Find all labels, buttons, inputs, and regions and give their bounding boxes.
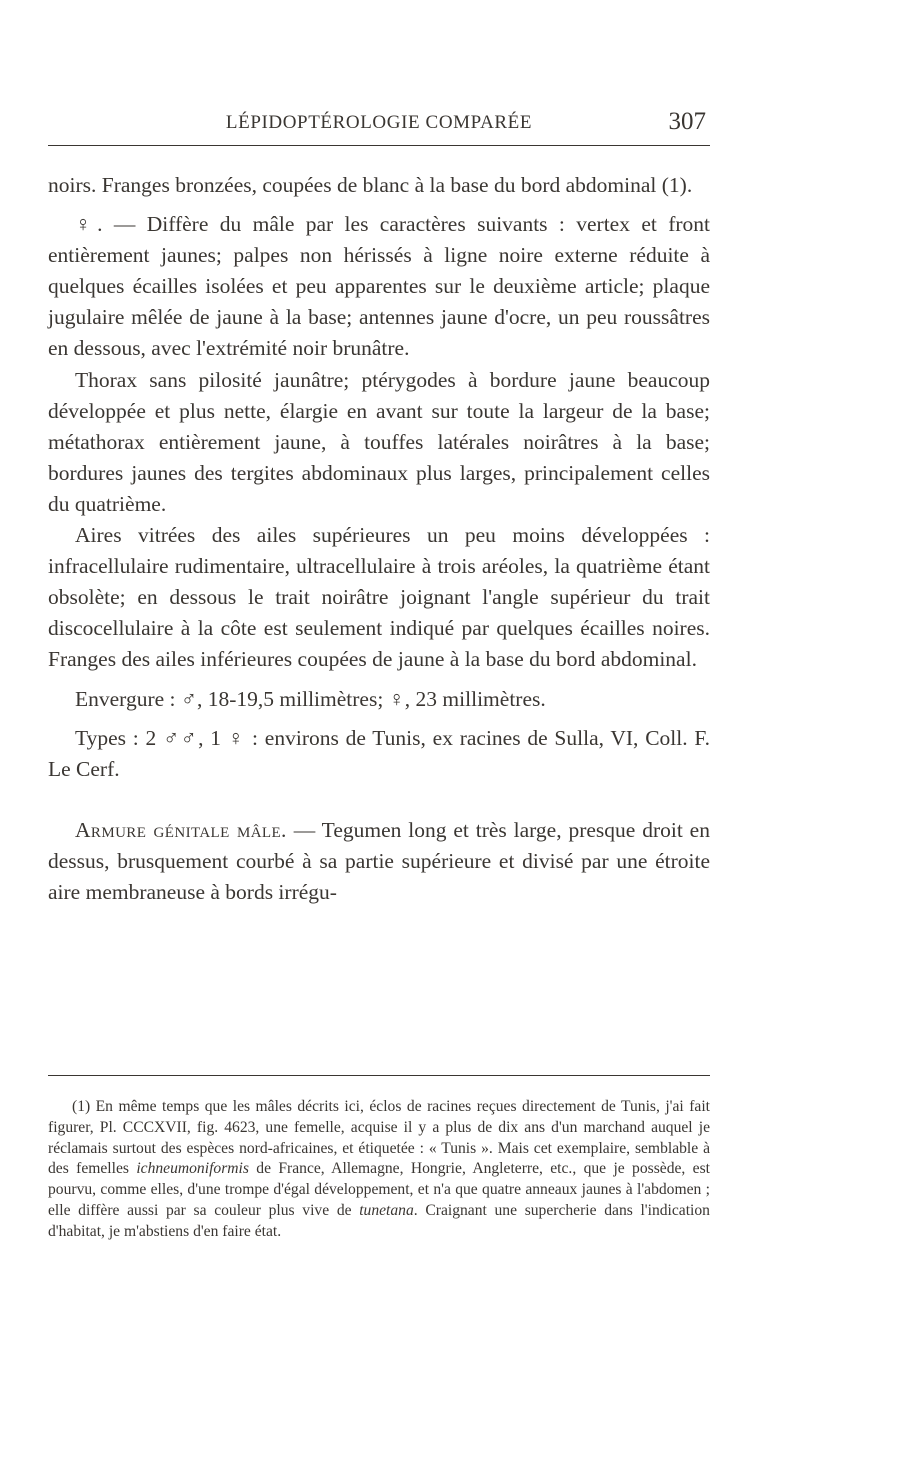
- footnote: [48, 1097, 710, 1243]
- main-text: [48, 170, 710, 908]
- paragraph-1: noirs. Franges bronzées, coupées de blanc à la base du bord abdominal (1).: [48, 173, 693, 197]
- paragraph-female: ♀. — Diffère du mâle par les caractères suivants : vertex et front entièrement jaunes; palpes non hérissés à ligne noire externe réduite à quelques écailles isolées et peu apparentes sur le deuxième article; plaque jugulaire mêlée de jaune à la base; antennes jaune d'ocre, un peu roussâtres en dessous, avec l'extrémité noir brunâtre.: [48, 212, 710, 361]
- paragraph-genitalia: [48, 815, 710, 908]
- running-head: [48, 110, 710, 140]
- paragraph-genitalia-text: — Tegumen long et très large, presque droit en dessus, brusquement courbé à sa partie supérieure et divisé par une étroite aire membraneuse à bords irrégu-: [48, 817, 710, 904]
- page-number: 307: [668, 108, 706, 135]
- footnote-text-1: (1) En même temps que les mâles décrits ici, éclos de racines reçues directement de Tunis, j'ai fait figurer, Pl. CCCXVII, fig. 4623, une femelle, acquise il y a plus de dix ans d'un marchand auquel je réclamais surtout des espèces nord-africaines, et étiquetée : « Tunis ». Mais cet exemplaire, semblable à des femelles: [48, 1098, 710, 1178]
- paragraph-types: Types : 2 ♂♂, 1 ♀ : environs de Tunis, ex racines de Sulla, VI, Coll. F. Le Cerf.: [48, 725, 710, 781]
- paragraph-wingspan: Envergure : ♂, 18-19,5 millimètres; ♀, 23 millimètres.: [75, 686, 546, 711]
- section-heading: Armure génitale mâle.: [75, 817, 287, 842]
- footnote-text-3: . Craignant une supercherie dans l'indication d'habitat, je m'abstiens d'en faire état.: [48, 1201, 710, 1240]
- running-title: LÉPIDOPTÉROLOGIE COMPARÉE: [225, 112, 533, 133]
- header-rule: [48, 145, 710, 146]
- footnote-species-1: ichneumoniformis: [136, 1160, 249, 1178]
- footnote-species-2: tunetana: [359, 1201, 414, 1219]
- footnote-text-2: de France, Allemagne, Hongrie, Angleterre, etc., que je possède, est pourvu, comme elles, d'une trompe d'égal développement, et n'a que quatre anneaux jaunes à l'abdomen ; elle diffère aussi par sa couleur plus vive de: [48, 1160, 710, 1219]
- paragraph-thorax: Thorax sans pilosité jaunâtre; ptérygodes à bordure jaune beaucoup développée et plus nette, élargie en avant sur toute la largeur de la base; métathorax entièrement jaune, à touffes latérales noirâtres à la base; bordures jaunes des tergites abdominaux plus larges, principalement celles du quatrième.: [48, 367, 710, 516]
- footnote-rule: [48, 1075, 710, 1076]
- paragraph-wings: Aires vitrées des ailes supérieures un peu moins développées : infracellulaire rudimentaire, ultracellulaire à trois aréoles, la quatrième étant obsolète; en dessous le trait noirâtre joignant l'angle supérieur du trait discocellulaire à la côte est seulement indiqué par quelques écailles noires. Franges des ailes inférieures coupées de jaune à la base du bord abdominal.: [48, 523, 710, 672]
